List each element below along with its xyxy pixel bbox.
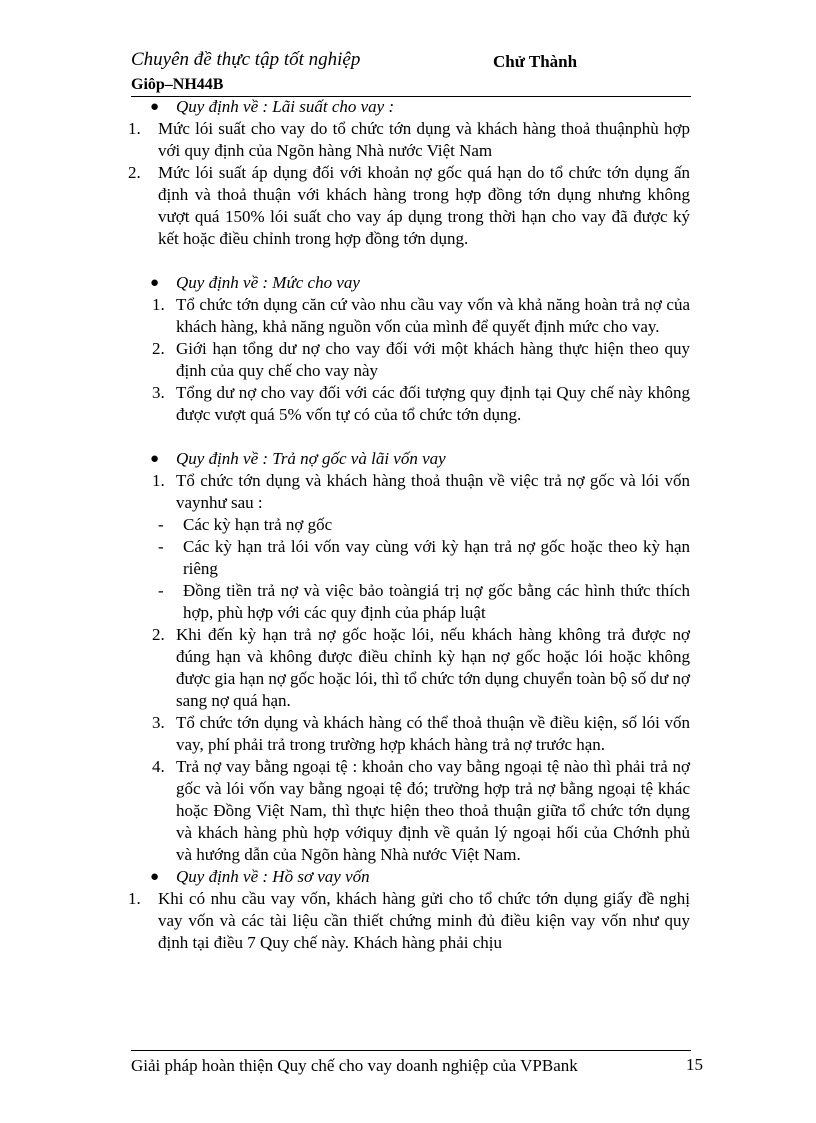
list-item: 2. Giới hạn tổng dư nợ cho vay đối với một khách hàng thực hiện theo quy định của quy chế cho vay này bbox=[152, 339, 690, 380]
list-item: 2. Khi đến kỳ hạn trả nợ gốc hoặc lói, nếu khách hàng không trả được nợ đúng hạn và không được điều chỉnh kỳ hạn nợ gốc hoặc lói hoặc không được gia hạn nợ gốc hoặc lói, thì tổ chức tớn dụng chuyển toàn bộ số dư nợ sang nợ quá hạn. bbox=[152, 625, 691, 710]
footer-text: Giải pháp hoàn thiện Quy chế cho vay doanh nghiệp của VPBank bbox=[131, 1056, 578, 1075]
section-heading: ● Quy định về : Mức cho vay bbox=[150, 273, 360, 292]
section-heading: ● Quy định về : Hồ sơ vay vốn bbox=[150, 867, 370, 886]
bullet-icon: ● bbox=[150, 275, 160, 291]
dash-item: - Các kỳ hạn trả nợ gốc bbox=[158, 515, 333, 534]
page-number: 15 bbox=[686, 1055, 703, 1074]
list-item: 3. Tổng dư nợ cho vay đối với các đối tượng quy định tại Quy chế này không được vượt quá 5% vốn tự có của tổ chức tớn dụng. bbox=[152, 383, 690, 424]
header-title: Chuyên đề thực tập tốt nghiệp bbox=[131, 49, 361, 70]
list-item: 1. Tổ chức tớn dụng căn cứ vào nhu cầu vay vốn và khả năng hoàn trả nợ của khách hàng, khả năng nguồn vốn của mình để quyết định mức cho vay. bbox=[152, 295, 690, 336]
document-body bbox=[128, 96, 690, 954]
section-heading: ● Quy định về : Lãi suất cho vay : bbox=[150, 97, 395, 116]
dash-item: - Các kỳ hạn trả lói vốn vay cùng với kỳ hạn trả nợ gốc hoặc theo kỳ hạn riêng bbox=[158, 537, 690, 578]
footer-rule bbox=[131, 1050, 691, 1051]
header-class: Giôp–NH44B bbox=[131, 76, 224, 93]
list-item: 3. Tổ chức tớn dụng và khách hàng có thể thoả thuận về điều kiện, số lói vốn vay, phí phải trả trong trường hợp khách hàng trả nợ trước hạn. bbox=[152, 713, 690, 754]
list-item: 1. Khi có nhu cầu vay vốn, khách hàng gửi cho tổ chức tớn dụng giấy đề nghị vay vốn và các tài liệu cần thiết chứng minh đủ điều kiện vay vốn như quy định tại điều 7 Quy chế này. Khách hàng phải chịu bbox=[128, 889, 690, 952]
section-heading: ● Quy định về : Trả nợ gốc và lãi vốn vay bbox=[150, 449, 446, 468]
list-item: 4. Trả nợ vay bằng ngoại tệ : khoản cho vay bằng ngoại tệ nào thì phải trả nợ gốc và lói vốn vay bằng ngoại tệ đó; trường hợp trả nợ bằng ngoại tệ khác hoặc Đồng Việt Nam, thì thực hiện theo thoả thuận giữa tổ chức tớn dụng và khách hàng phù hợp vớiquy định về quản lý ngoại hối của Chớnh phủ và hướng dẫn của Ngõn hàng Nhà nước Việt Nam. bbox=[152, 757, 690, 864]
bullet-icon: ● bbox=[150, 99, 160, 115]
list-item: 1. Mức lói suất cho vay do tổ chức tớn dụng và khách hàng thoả thuậnphù hợp với quy định của Ngõn hàng Nhà nước Việt Nam bbox=[128, 119, 690, 160]
bullet-icon: ● bbox=[150, 451, 160, 467]
dash-item: - Đồng tiền trả nợ và việc bảo toàngiá trị nợ gốc bằng các hình thức thích hợp, phù hợp với các quy định của pháp luật bbox=[158, 581, 690, 622]
header-author: Chử Thành bbox=[493, 52, 578, 71]
list-item: 1. Tổ chức tớn dụng và khách hàng thoả thuận về việc trả nợ gốc và lói vốn vaynhư sau : bbox=[152, 471, 690, 512]
list-item: 2. Mức lói suất áp dụng đối với khoản nợ gốc quá hạn do tổ chức tớn dụng ấn định và thoả thuận với khách hàng trong hợp đồng tớn dụng nhưng không vượt quá 150% lói suất cho vay áp dụng trong thời hạn cho vay đã được ký kết hoặc điều chỉnh trong hợp đồng tớn dụng. bbox=[128, 163, 690, 248]
bullet-icon: ● bbox=[150, 869, 160, 885]
